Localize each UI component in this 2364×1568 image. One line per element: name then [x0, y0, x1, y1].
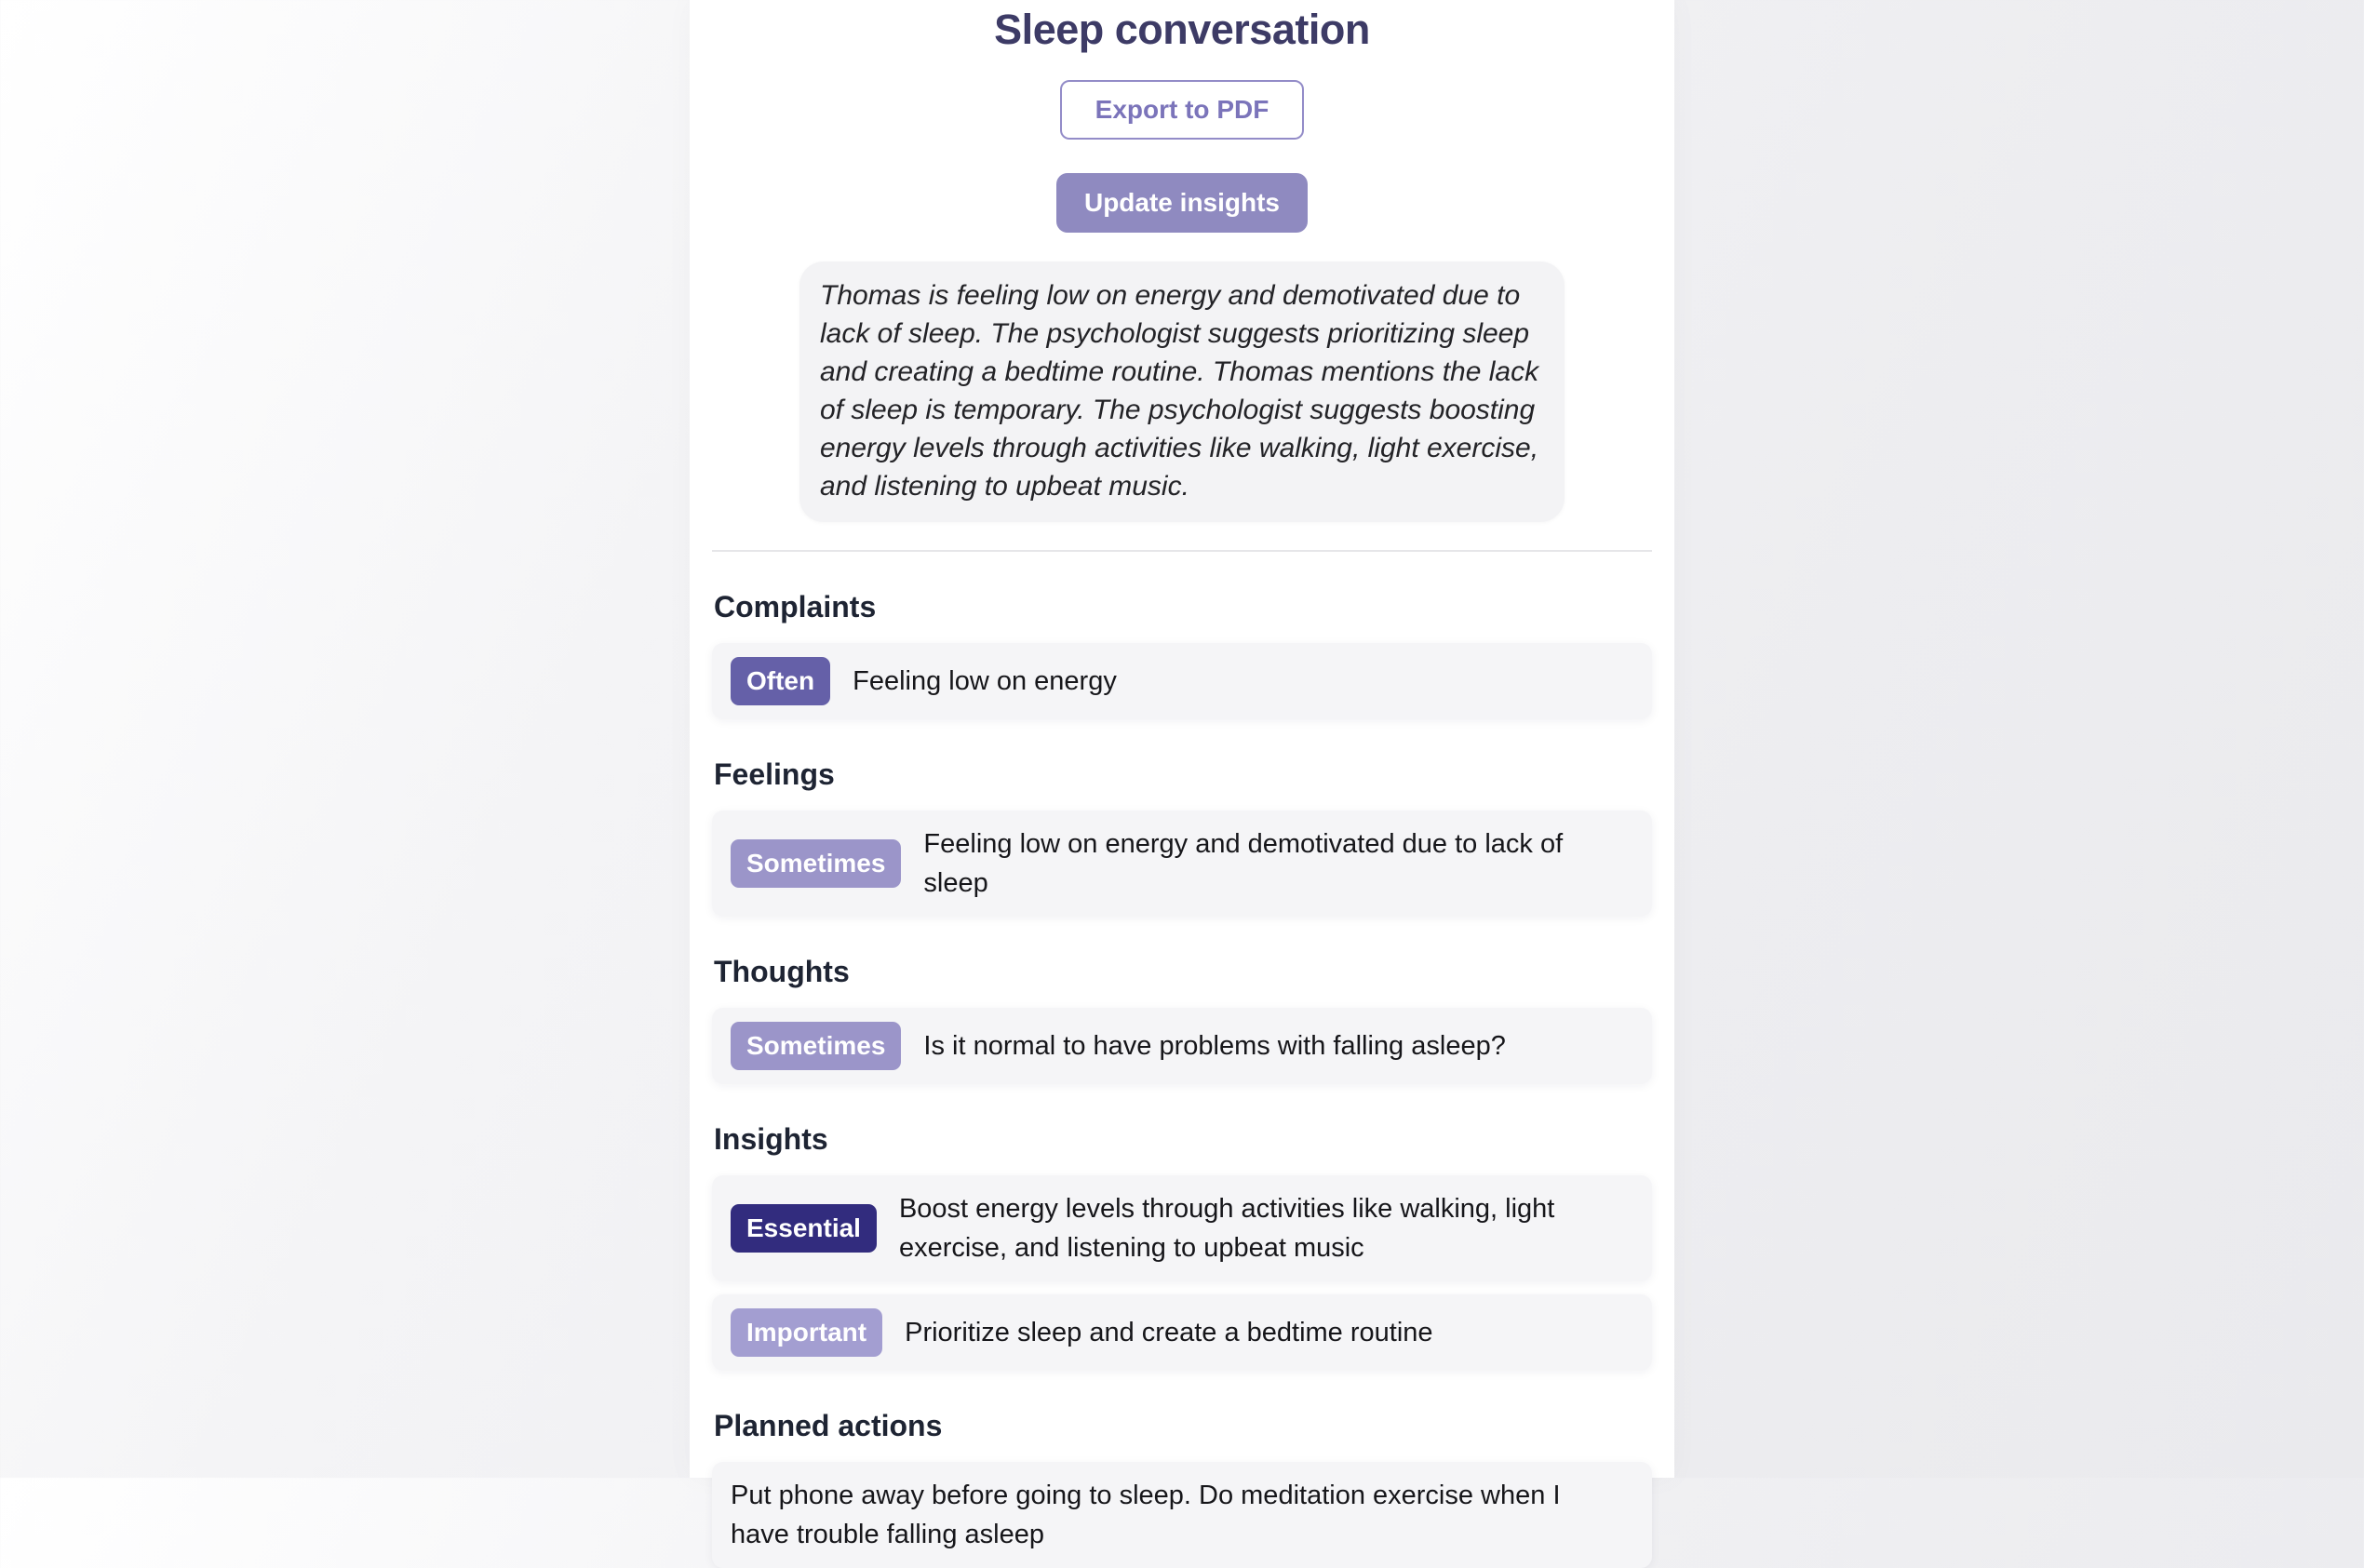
section-rows: [712, 1008, 1652, 1084]
section-heading: Insights: [714, 1122, 828, 1156]
page-title: Sleep conversation: [994, 6, 1370, 53]
section-rows: [712, 1462, 1652, 1568]
list-item: [712, 1462, 1652, 1568]
conversation-panel: [690, 0, 1674, 1549]
section-heading: Thoughts: [714, 955, 850, 988]
section-heading: Complaints: [714, 590, 877, 623]
conversation-summary-box: [799, 261, 1565, 522]
section-divider: [712, 550, 1652, 552]
list-item-text: Boost energy levels through activities like walking, light exercise, and listening to upbeat music: [898, 1194, 1555, 1263]
list-item-text: Feeling low on energy: [853, 666, 1117, 696]
conversation-section: [712, 954, 1652, 1084]
list-item-text: Put phone away before going to sleep. Do meditation exercise when I have trouble falling asleep: [731, 1481, 1561, 1549]
list-item-text: Feeling low on energy and demotivated due to lack of sleep: [923, 829, 1564, 898]
sections-container: [712, 589, 1652, 1568]
section-rows: [712, 643, 1652, 719]
list-item: [712, 1008, 1652, 1084]
frequency-badge: Often: [731, 657, 830, 705]
update-insights-button[interactable]: Update insights: [1056, 173, 1308, 233]
list-item-text: Prioritize sleep and create a bedtime routine: [905, 1318, 1433, 1347]
section-rows: [712, 1175, 1652, 1371]
list-item: [712, 643, 1652, 719]
frequency-badge: Sometimes: [731, 1022, 901, 1070]
frequency-badge: Sometimes: [731, 839, 901, 888]
conversation-section: [712, 1408, 1652, 1568]
frequency-badge: Important: [731, 1308, 882, 1357]
list-item: [712, 1175, 1652, 1281]
conversation-summary-text: Thomas is feeling low on energy and demotivated due to lack of sleep. The psychologist suggests prioritizing sleep and creating a bedtime routine. Thomas mentions the lack of sleep is temporary. The psychologist suggests boosting energy levels through activities like walking, light exercise, and listening to upbeat music.: [820, 280, 1539, 502]
list-item: [712, 1294, 1652, 1371]
conversation-section: [712, 589, 1652, 719]
list-item-text: Is it normal to have problems with falling asleep?: [923, 1031, 1506, 1061]
export-to-pdf-button[interactable]: Export to PDF: [1060, 80, 1305, 140]
conversation-section: [712, 757, 1652, 917]
frequency-badge: Essential: [731, 1204, 877, 1253]
list-item: [712, 811, 1652, 917]
conversation-section: [712, 1121, 1652, 1371]
section-rows: [712, 811, 1652, 917]
section-heading: Feelings: [714, 757, 835, 791]
section-heading: Planned actions: [714, 1409, 943, 1442]
